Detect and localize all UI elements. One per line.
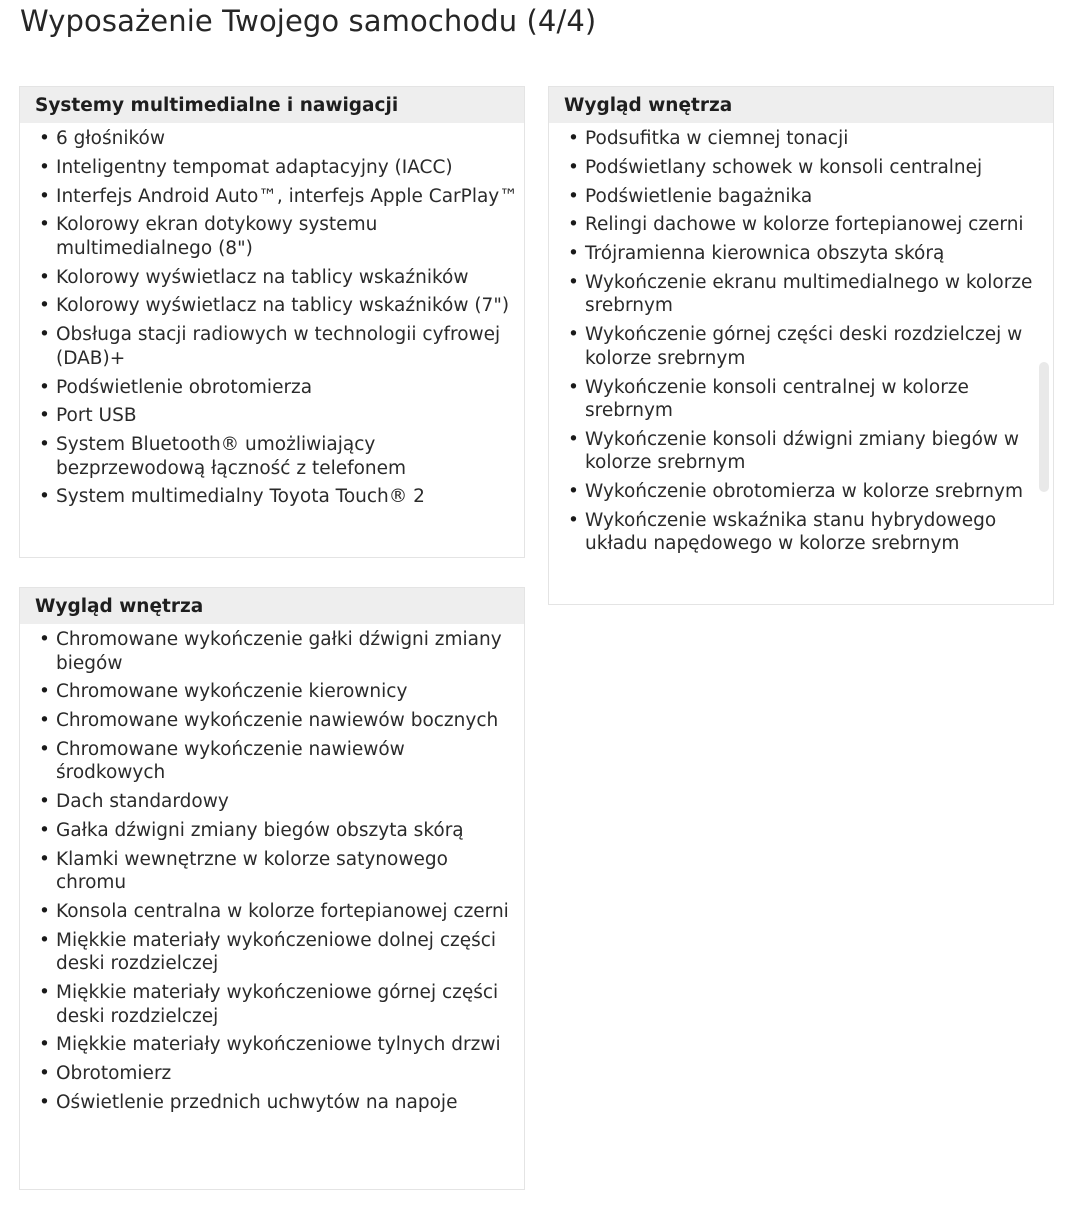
list-item — [549, 213, 1053, 237]
list-item — [20, 156, 524, 180]
list-item-text: Wykończenie górnej części deski rozdzielczej w kolorze srebrnym — [585, 324, 1023, 369]
list-item — [20, 680, 524, 704]
bullet-icon: • — [568, 243, 579, 265]
list-item-text: Podświetlany schowek w konsoli centralnej — [585, 156, 983, 178]
list-item — [20, 709, 524, 733]
list-item — [20, 1091, 524, 1115]
bullet-icon: • — [39, 1034, 50, 1056]
list-item-text: Obsługa stacji radiowych w technologii cyfrowej (DAB)+ — [56, 324, 501, 369]
bullet-icon: • — [39, 629, 50, 650]
list-item-text: Interfejs Android Auto™, interfejs Apple CarPlay™ — [56, 185, 518, 207]
list-item-text: Oświetlenie przednich uchwytów na napoje — [56, 1092, 458, 1114]
feature-list — [20, 624, 524, 1115]
list-item — [549, 323, 1053, 370]
list-item — [549, 376, 1053, 423]
list-item — [549, 509, 1053, 556]
bullet-icon: • — [39, 185, 50, 207]
list-item-text: Konsola centralna w kolorze fortepianowej czerni — [56, 901, 509, 923]
bullet-icon: • — [568, 481, 579, 503]
bullet-icon: • — [39, 156, 50, 178]
list-item-text: Wykończenie ekranu multimedialnego w kolorze srebrnym — [585, 271, 1033, 317]
list-item — [20, 981, 524, 1028]
list-item — [20, 404, 524, 428]
list-item — [549, 156, 1053, 180]
list-item-text: Wykończenie obrotomierza w kolorze srebrnym — [585, 481, 1023, 503]
list-item-text: Chromowane wykończenie nawiewów bocznych — [56, 710, 499, 732]
list-item — [20, 376, 524, 400]
feature-list — [20, 123, 524, 509]
list-item — [20, 485, 524, 509]
list-item — [549, 271, 1053, 318]
list-item-text: Chromowane wykończenie gałki dźwigni zmiany biegów — [56, 629, 502, 674]
bullet-icon: • — [39, 295, 50, 317]
list-item-text: Kolorowy ekran dotykowy systemu multimedialnego (8") — [56, 214, 378, 259]
bullet-icon: • — [39, 266, 50, 288]
bullet-icon: • — [39, 1092, 50, 1114]
bullet-icon: • — [39, 901, 50, 923]
bullet-icon: • — [39, 819, 50, 841]
interior-appearance-panel-right — [548, 86, 1054, 605]
list-item-text: Miękkie materiały wykończeniowe dolnej części deski rozdzielczej — [56, 929, 497, 975]
list-item-text: Gałka dźwigni zmiany biegów obszyta skórą — [56, 819, 464, 841]
bullet-icon: • — [568, 156, 579, 178]
list-item — [20, 433, 524, 480]
list-item — [20, 900, 524, 924]
bullet-icon: • — [39, 982, 50, 1004]
list-item-text: Wykończenie wskaźnika stanu hybrydowego układu napędowego w kolorze srebrnym — [585, 509, 997, 555]
list-item-text: Wykończenie konsoli dźwigni zmiany biegów w kolorze srebrnym — [585, 428, 1020, 474]
bullet-icon: • — [39, 324, 50, 346]
bullet-icon: • — [568, 324, 579, 346]
list-item-text: Podświetlenie bagażnika — [585, 185, 813, 207]
bullet-icon: • — [39, 486, 50, 508]
panel-header: Wygląd wnętrza — [549, 87, 1053, 123]
bullet-icon: • — [568, 271, 579, 293]
bullet-icon: • — [39, 738, 50, 760]
list-item — [20, 628, 524, 675]
bullet-icon: • — [39, 434, 50, 456]
bullet-icon: • — [568, 428, 579, 450]
list-item-text: Chromowane wykończenie nawiewów środkowych — [56, 738, 405, 784]
feature-list — [549, 123, 1053, 556]
list-item-text: Trójramienna kierownica obszyta skórą — [585, 243, 945, 265]
bullet-icon: • — [39, 405, 50, 427]
list-item — [20, 1062, 524, 1086]
list-item — [549, 480, 1053, 504]
list-item — [549, 428, 1053, 475]
bullet-icon: • — [39, 929, 50, 951]
page-title: Wyposażenie Twojego samochodu (4/4) — [20, 4, 597, 38]
list-item-text: Relingi dachowe w kolorze fortepianowej czerni — [585, 214, 1024, 236]
list-item-text: Klamki wewnętrzne w kolorze satynowego chromu — [56, 848, 448, 894]
bullet-icon: • — [568, 376, 579, 398]
list-item-text: System multimedialny Toyota Touch® 2 — [56, 486, 425, 508]
list-item-text: Miękkie materiały wykończeniowe górnej części deski rozdzielczej — [56, 982, 499, 1027]
list-item-text: 6 głośników — [56, 128, 165, 149]
panel-header: Systemy multimedialne i nawigacji — [20, 87, 524, 123]
list-item-text: System Bluetooth® umożliwiający bezprzewodową łączność z telefonem — [56, 434, 407, 479]
list-item-text: Wykończenie konsoli centralnej w kolorze srebrnym — [585, 376, 969, 422]
scrollbar-thumb[interactable] — [1039, 362, 1049, 492]
bullet-icon: • — [39, 128, 50, 149]
list-item-text: Podsufitka w ciemnej tonacji — [585, 128, 849, 149]
list-item — [20, 848, 524, 895]
panel-header: Wygląd wnętrza — [20, 588, 524, 624]
list-item-text: Obrotomierz — [56, 1063, 172, 1085]
bullet-icon: • — [39, 848, 50, 870]
bullet-icon: • — [39, 1063, 50, 1085]
list-item-text: Chromowane wykończenie kierownicy — [56, 681, 408, 703]
list-item — [20, 323, 524, 370]
bullet-icon: • — [568, 128, 579, 149]
bullet-icon: • — [39, 214, 50, 236]
bullet-icon: • — [568, 214, 579, 236]
list-item-text: Kolorowy wyświetlacz na tablicy wskaźników — [56, 266, 469, 288]
list-item-text: Inteligentny tempomat adaptacyjny (IACC) — [56, 156, 453, 178]
list-item — [20, 1033, 524, 1057]
list-item — [20, 266, 524, 290]
list-item — [549, 127, 1053, 151]
list-item-text: Kolorowy wyświetlacz na tablicy wskaźników (7") — [56, 295, 510, 317]
bullet-icon: • — [568, 509, 579, 531]
list-item — [549, 185, 1053, 209]
list-item — [20, 127, 524, 151]
bullet-icon: • — [39, 710, 50, 732]
list-item — [20, 929, 524, 976]
bullet-icon: • — [568, 185, 579, 207]
list-item-text: Dach standardowy — [56, 791, 229, 813]
list-item — [20, 213, 524, 260]
list-item — [20, 185, 524, 209]
list-item — [20, 738, 524, 785]
list-item — [20, 819, 524, 843]
list-item — [20, 790, 524, 814]
list-item-text: Podświetlenie obrotomierza — [56, 376, 313, 398]
list-item — [20, 294, 524, 318]
bullet-icon: • — [39, 791, 50, 813]
list-item-text: Port USB — [56, 405, 137, 427]
multimedia-navigation-panel — [19, 86, 525, 558]
list-item-text: Miękkie materiały wykończeniowe tylnych drzwi — [56, 1034, 501, 1056]
bullet-icon: • — [39, 376, 50, 398]
interior-appearance-panel-left — [19, 587, 525, 1190]
bullet-icon: • — [39, 681, 50, 703]
list-item — [549, 242, 1053, 266]
